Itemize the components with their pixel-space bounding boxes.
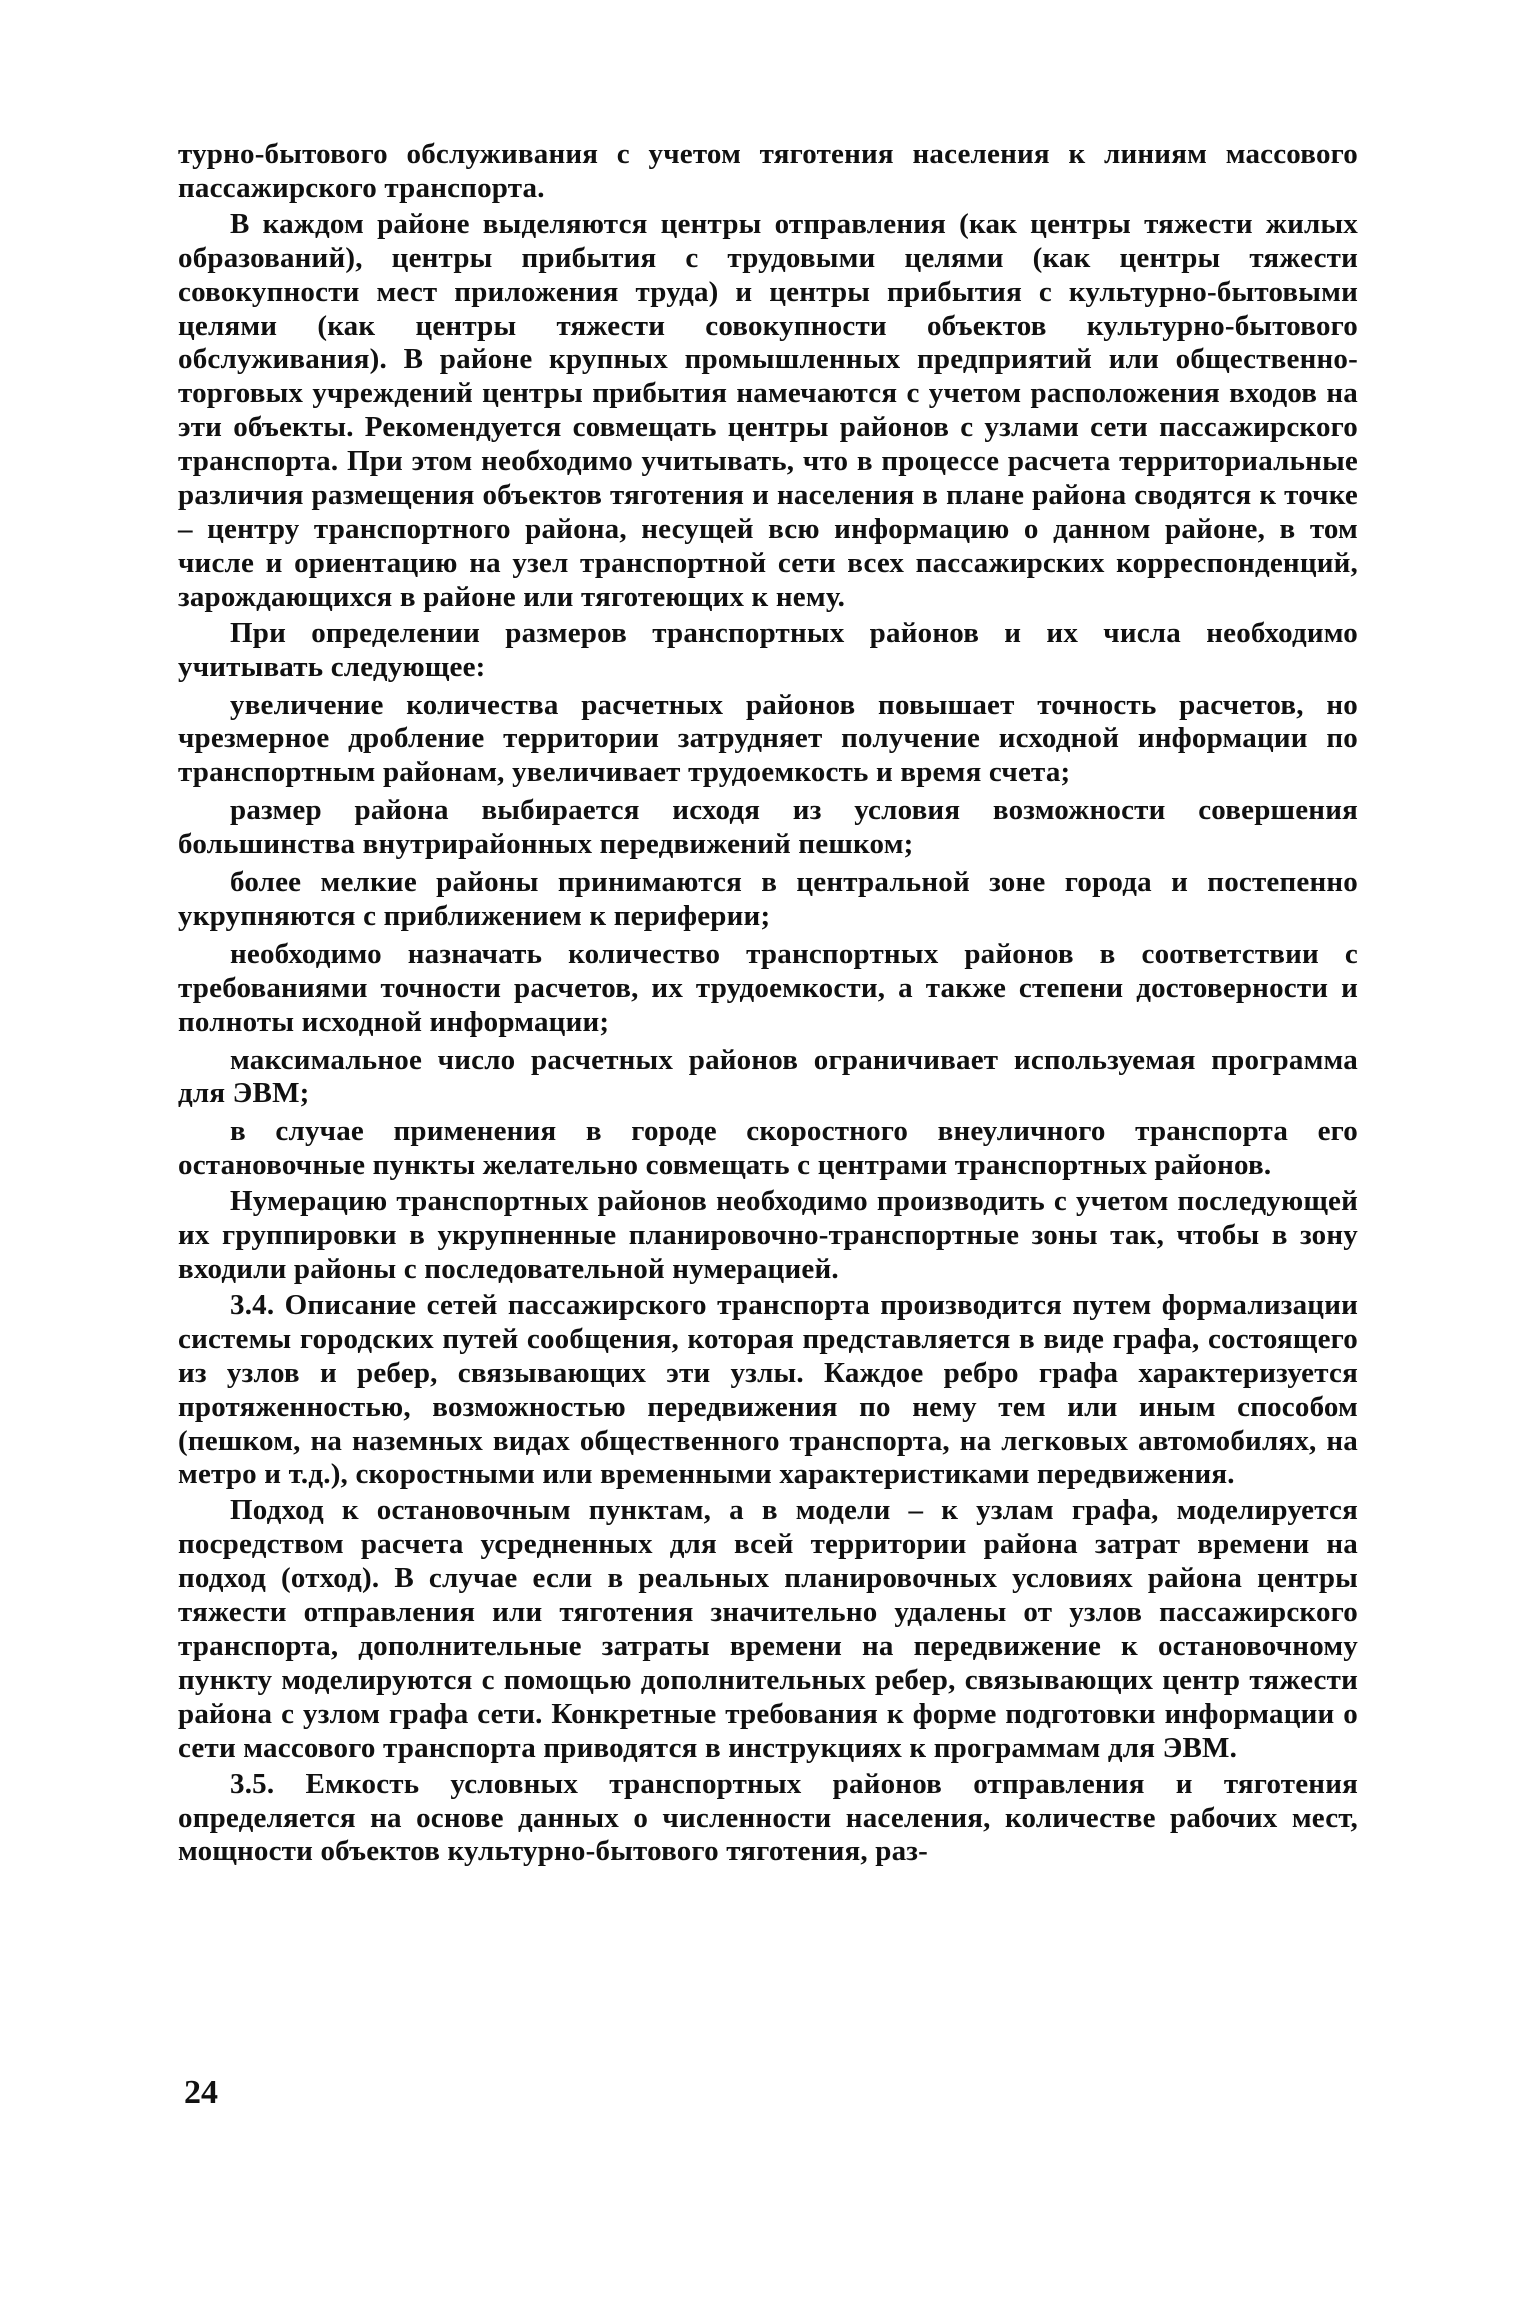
list-item: в случае применения в городе скоростного внеуличного транспорта его остановочные пункты желательно совмещать с центрами транспортных районов. <box>178 1115 1358 1182</box>
paragraph-district-size-intro: При определении размеров транспортных районов и их числа необходимо учитывать следующее: <box>178 616 1358 683</box>
section-number: 3.5. <box>230 1767 275 1800</box>
section-text: Емкость условных транспортных районов отправления и тяготения определяется на основе данных о численности населения, количестве рабочих мест, мощности объектов культурно-бытового тяготения, раз- <box>178 1767 1358 1868</box>
section-text: Описание сетей пассажирского транспорта производится путем формализации системы городских путей сообщения, которая представляется в виде графа, состоящего из узлов и ребер, связывающих эти узлы. Каждое ребро графа характеризуется протяженностью, возможностью передвижения по нему тем или иным способом (пешком, на наземных видах общественного транспорта, на легковых автомобилях, на метро и т.д.), скоростными или временными характеристиками передвижения. <box>178 1288 1359 1491</box>
paragraph-continuation: турно-бытового обслуживания с учетом тяготения населения к линиям массового пассажирского транспорта. <box>178 138 1358 204</box>
list-item: размер района выбирается исходя из условия возможности совершения большинства внутрирайонных передвижений пешком; <box>178 794 1358 861</box>
section-number: 3.4. <box>230 1288 275 1321</box>
list-item: максимальное число расчетных районов ограничивает используемая программа для ЭВМ; <box>178 1043 1358 1110</box>
list-item: увеличение количества расчетных районов повышает точность расчетов, но чрезмерное дробление территории затрудняет получение исходной информации по транспортным районам, увеличивает трудоемкость и время счета; <box>178 688 1358 789</box>
list-item: более мелкие районы принимаются в центральной зоне города и постепенно укрупняются с приближением к периферии; <box>178 866 1358 932</box>
section-3-5 <box>178 1768 1358 1870</box>
section-3-4 <box>178 1289 1358 1492</box>
paragraph-numbering: Нумерацию транспортных районов необходимо производить с учетом последующей их группировки в укрупненные планировочно-транспортные зоны так, чтобы в зону входили районы с последовательной нумерацией. <box>178 1185 1358 1285</box>
paragraph-district-centers: В каждом районе выделяются центры отправления (как центры тяжести жилых образований), центры прибытия с трудовыми целями (как центры тяжести совокупности мест приложения труда) и центры прибытия с культурно-бытовыми целями (как центры тяжести совокупности объектов культурно-бытового обслуживания). В районе крупных промышленных предприятий или общественно-торговых учреждений центры прибытия намечаются с учетом расположения входов на эти объекты. Рекомендуется совмещать центры районов с узлами сети пассажирского транспорта. При этом необходимо учитывать, что в процессе расчета территориальные различия размещения объектов тяготения и населения в плане района сводятся к точке – центру транспортного района, несущей всю информацию о данном районе, в том числе и ориентацию на узел транспортной сети всех пассажирских корреспонденций, зарождающихся в районе или тяготеющих к нему. <box>178 207 1358 613</box>
paragraph-approach: Подход к остановочным пунктам, а в модели – к узлам графа, моделируется посредством расчета усредненных для всей территории района затрат времени на подход (отход). В случае если в реальных планировочных условиях района центры тяжести отправления или тяготения значительно удалены от узлов пассажирского транспорта, дополнительные затраты времени на передвижение к остановочному пункту моделируются с помощью дополнительных ребер, связывающих центр тяжести района с узлом графа сети. Конкретные требования к форме подготовки информации о сети массового транспорта приводятся в инструкциях к программам для ЭВМ. <box>178 1494 1358 1764</box>
page-body <box>178 138 1358 1869</box>
page-number: 24 <box>184 2074 218 2111</box>
criteria-list <box>178 689 1358 1184</box>
list-item: необходимо назначать количество транспортных районов в соответствии с требованиями точности расчетов, их трудоемкости, а также степени достоверности и полноты исходной информации; <box>178 937 1358 1038</box>
